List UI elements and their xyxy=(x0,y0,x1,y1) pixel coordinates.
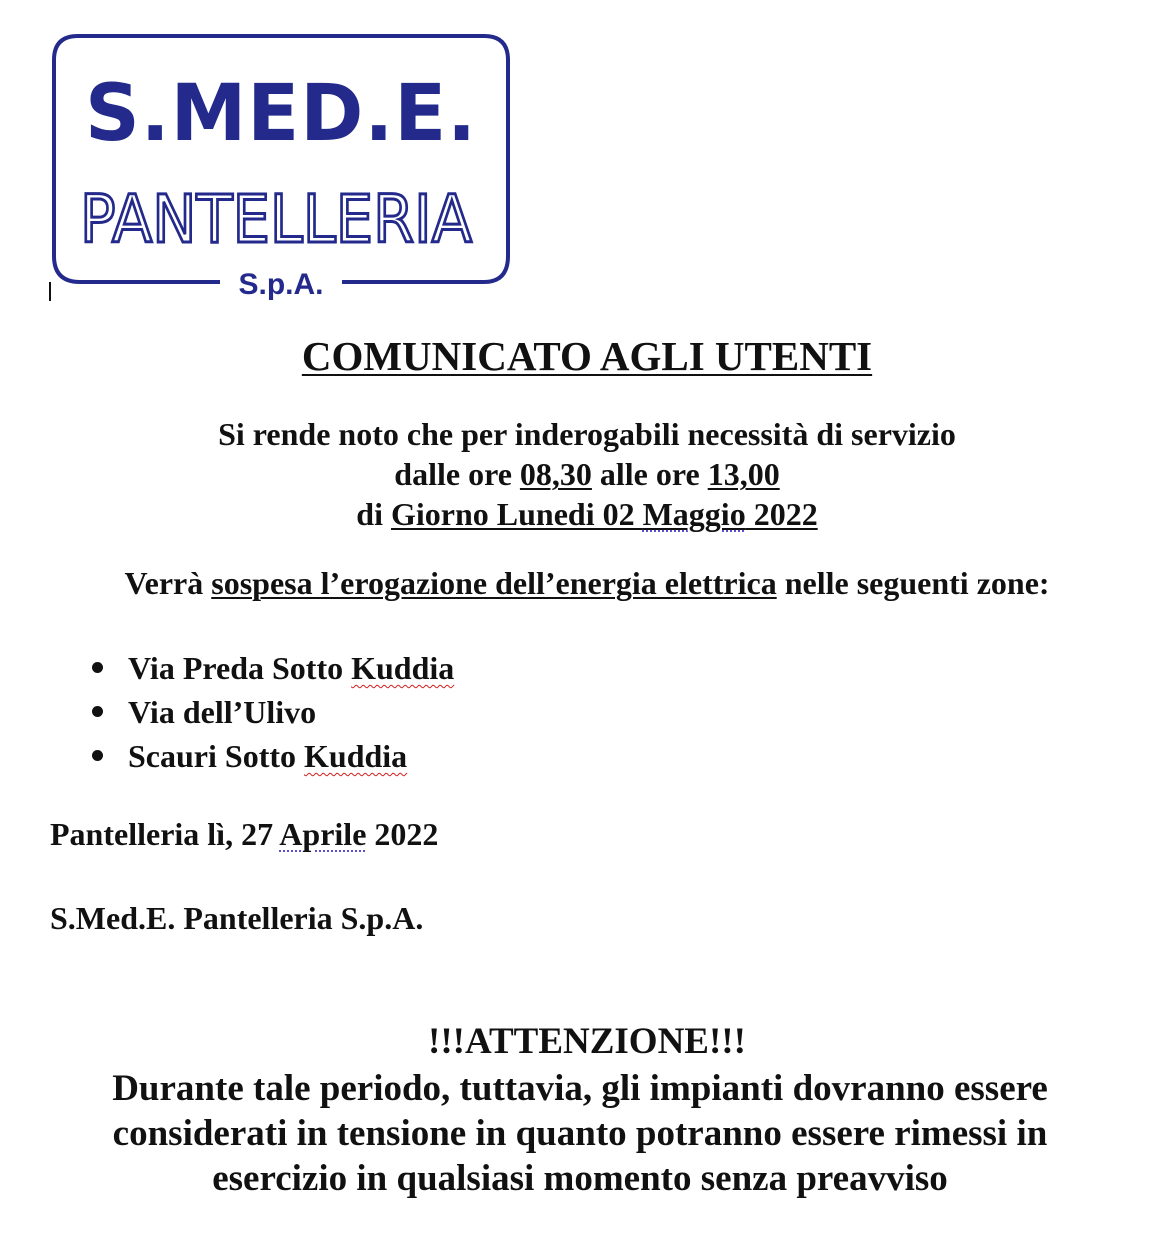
zone-prefix: Via Preda Sotto xyxy=(128,650,352,686)
intro-line-2-prefix: dalle ore xyxy=(394,456,520,492)
warning-line-1: Durante tale periodo, tuttavia, gli impianti dovranno essere xyxy=(112,1068,1048,1109)
intro-line-2-middle: alle ore xyxy=(591,456,708,492)
zone-prefix: Via dell’Ulivo xyxy=(128,694,317,730)
bullet-icon xyxy=(92,750,103,761)
list-item xyxy=(90,690,454,734)
dateline xyxy=(50,812,438,856)
intro-line-3 xyxy=(0,494,1174,534)
warning-paragraph xyxy=(0,1066,1160,1201)
dateline-suffix: 2022 xyxy=(366,816,439,852)
bullet-icon xyxy=(92,706,103,717)
outage-date-year: 2022 xyxy=(745,496,818,532)
outage-date-month: Maggio xyxy=(642,496,746,532)
attention-title: !!!ATTENZIONE!!! xyxy=(428,1021,746,1062)
logo-company-type: S.p.A. xyxy=(238,268,324,300)
company-logo xyxy=(50,32,512,300)
zone-prefix: Scauri Sotto xyxy=(128,738,304,774)
suspension-suffix: nelle seguenti zone: xyxy=(776,565,1050,601)
suspension-prefix: Verrà xyxy=(124,565,212,601)
logo-name: S.MED.E. xyxy=(85,69,477,159)
warning-line-3: esercizio in qualsiasi momento senza preavviso xyxy=(212,1158,948,1199)
signature: S.Med.E. Pantelleria S.p.A. xyxy=(50,900,424,936)
time-start: 08,30 xyxy=(519,456,592,492)
list-item xyxy=(90,734,454,778)
bullet-icon xyxy=(92,662,103,673)
intro-line-2 xyxy=(0,454,1174,494)
intro-paragraph xyxy=(0,414,1174,534)
outage-date xyxy=(391,496,818,532)
dateline-month: Aprile xyxy=(279,816,367,852)
logo-graphic xyxy=(50,32,512,300)
time-end: 13,00 xyxy=(707,456,780,492)
zone-flagged-word: Kuddia xyxy=(304,738,408,774)
suspension-highlight: sospesa l’erogazione dell’energia elettrica xyxy=(211,565,777,601)
dateline-prefix: Pantelleria lì, 27 xyxy=(50,816,280,852)
intro-line-1: Si rende noto che per inderogabili necessità di servizio xyxy=(218,416,956,452)
list-item xyxy=(90,646,454,690)
page-title: COMUNICATO AGLI UTENTI xyxy=(301,333,873,379)
suspension-notice xyxy=(0,563,1174,603)
text-cursor xyxy=(49,282,51,301)
logo-subtitle: PANTELLERIA xyxy=(80,181,472,258)
zones-list xyxy=(90,646,454,778)
zone-flagged-word: Kuddia xyxy=(351,650,455,686)
intro-line-3-prefix: di xyxy=(356,496,391,532)
outage-date-prefix: Giorno Lunedi 02 xyxy=(390,496,643,532)
warning-line-2: considerati in tensione in quanto potranno essere rimessi in xyxy=(112,1113,1048,1154)
